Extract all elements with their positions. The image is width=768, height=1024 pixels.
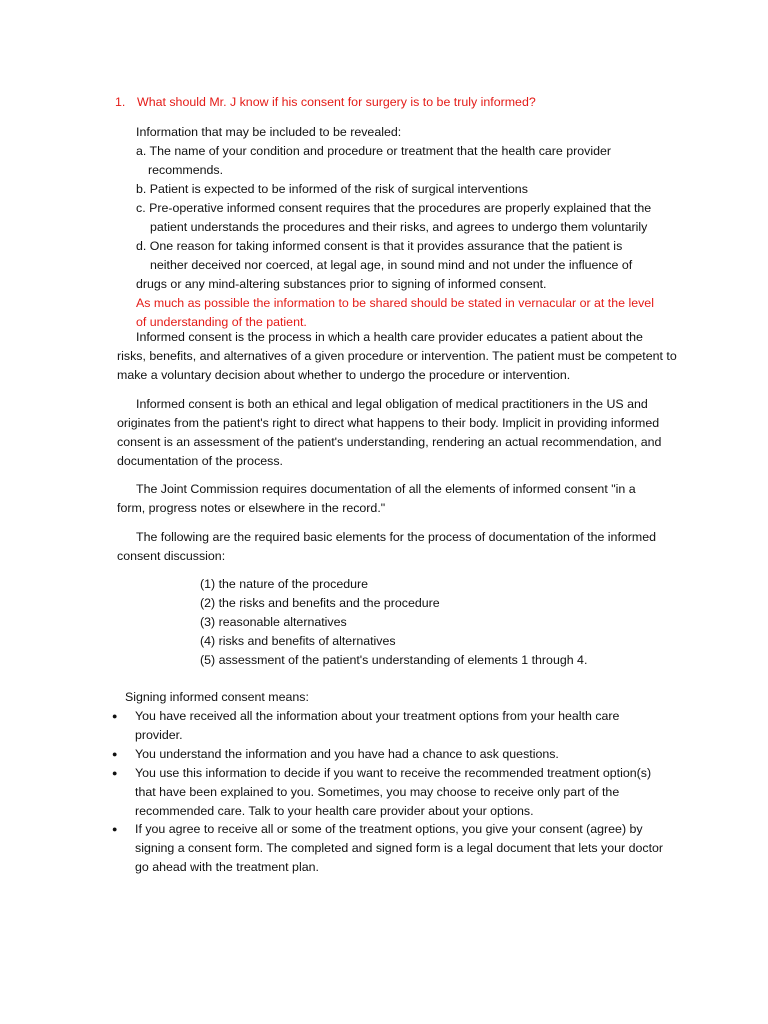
elements-list [200, 575, 587, 670]
definition-line3: make a voluntary decision about whether to undergo the procedure or intervention. [117, 368, 571, 382]
definition-paragraph [117, 328, 683, 385]
bullet-line: signing a consent form. The completed and signed form is a legal document that lets your doctor [135, 841, 664, 855]
bullet-item [112, 820, 692, 874]
bullet-line: You have received all the information about your treatment options from your health care [135, 709, 620, 723]
item-c-line1: c. Pre-operative informed consent requires that the procedures are properly explained that the [136, 201, 652, 215]
following-line1: The following are the required basic elements for the process of documentation of the informed [136, 530, 657, 544]
following-paragraph [117, 528, 683, 566]
bullet-icon: ● [112, 824, 118, 834]
info-section [136, 123, 696, 332]
bullet-line: that have been explained to you. Sometimes, you may choose to receive only part of the [135, 785, 620, 799]
question-text: What should Mr. J know if his consent for surgery is to be truly informed? [137, 95, 536, 109]
bullet-line: provider. [135, 728, 183, 742]
bullet-line: If you agree to receive all or some of the treatment options, you give your consent (agree) by [135, 822, 643, 836]
obligation-line2: originates from the patient's right to direct what happens to their body. Implicit in providing informed [117, 416, 660, 430]
obligation-line4: documentation of the process. [117, 454, 283, 468]
joint-commission-paragraph [117, 480, 683, 518]
element-item: (3) reasonable alternatives [200, 615, 347, 629]
bullet-line: go ahead with the treatment plan. [135, 860, 319, 874]
obligation-line1: Informed consent is both an ethical and legal obligation of medical practitioners in the US and [136, 397, 648, 411]
item-d-line3: drugs or any mind-altering substances prior to signing of informed consent. [136, 277, 547, 291]
following-line2: consent discussion: [117, 549, 226, 563]
item-a-line2: recommends. [148, 163, 224, 177]
item-c-line2: patient understands the procedures and their risks, and agrees to undergo them voluntarily [150, 220, 648, 234]
question-number: 1. [115, 95, 126, 109]
item-a-line1: a. The name of your condition and procedure or treatment that the health care provider [136, 144, 612, 158]
red-note-line1: As much as possible the information to be shared should be stated in vernacular or at the level [136, 296, 654, 310]
bullet-line: You use this information to decide if you want to receive the recommended treatment option(s) [135, 766, 652, 780]
item-d-line2: neither deceived nor coerced, at legal age, in sound mind and not under the influence of [150, 258, 633, 272]
item-d-line1: d. One reason for taking informed consent is that it provides assurance that the patient is [136, 239, 623, 253]
element-item: (2) the risks and benefits and the procedure [200, 596, 440, 610]
question-heading [115, 93, 536, 112]
obligation-paragraph [117, 395, 683, 471]
definition-line2: risks, benefits, and alternatives of a given procedure or intervention. The patient must be competent to [117, 349, 677, 363]
bullet-icon: ● [112, 711, 118, 721]
bullet-item [112, 745, 692, 765]
element-item: (4) risks and benefits of alternatives [200, 634, 396, 648]
joint-line2: form, progress notes or elsewhere in the record." [117, 501, 386, 515]
bullet-item [112, 764, 692, 818]
obligation-line3: consent is an assessment of the patient's understanding, rendering an actual recommendation, and [117, 435, 662, 449]
bullet-icon: ● [112, 749, 118, 759]
bullet-line: recommended care. Talk to your health care provider about your options. [135, 804, 534, 818]
bullet-item [112, 707, 692, 742]
red-note-line2: of understanding of the patient. [136, 315, 307, 329]
definition-line1: Informed consent is the process in which a health care provider educates a patient about the [136, 330, 643, 344]
element-item: (5) assessment of the patient's understanding of elements 1 through 4. [200, 653, 588, 667]
joint-line1: The Joint Commission requires documentation of all the elements of informed consent "in a [136, 482, 636, 496]
bullet-line: You understand the information and you have had a chance to ask questions. [135, 747, 559, 761]
item-b: b. Patient is expected to be informed of the risk of surgical interventions [136, 182, 528, 196]
element-item: (1) the nature of the procedure [200, 577, 369, 591]
bullet-icon: ● [112, 768, 118, 778]
info-heading: Information that may be included to be revealed: [136, 125, 402, 139]
signing-heading: Signing informed consent means: [125, 690, 309, 704]
